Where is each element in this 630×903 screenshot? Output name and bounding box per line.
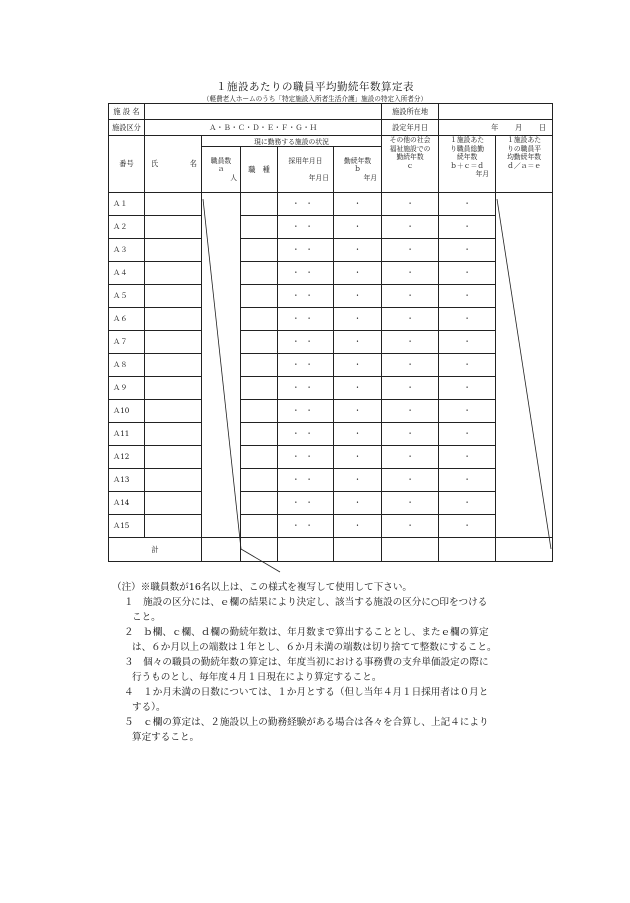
row-name-field[interactable] bbox=[145, 216, 202, 239]
note-2b: は、６か月以上の端数は１年とし、６か月未満の端数は切り捨てて整数にすること。 bbox=[132, 642, 497, 653]
row-job-type[interactable] bbox=[241, 354, 278, 377]
row-other-years[interactable]: ・ bbox=[382, 216, 439, 239]
date-field[interactable] bbox=[439, 120, 553, 136]
row-number: Ａ６ bbox=[109, 308, 145, 331]
row-other-years[interactable]: ・ bbox=[382, 377, 439, 400]
row-other-years[interactable]: ・ bbox=[382, 446, 439, 469]
row-other-years[interactable]: ・ bbox=[382, 469, 439, 492]
header-staff-count bbox=[202, 147, 241, 193]
note-1a: １ 施設の区分には、ｅ欄の結果により決定し、該当する施設の区分に○印をつける bbox=[124, 597, 488, 608]
row-hire-date[interactable]: ・・ bbox=[278, 492, 334, 515]
header-other-3: 勤続年数 bbox=[396, 153, 424, 161]
facility-name-field[interactable] bbox=[145, 104, 382, 120]
row-avg-years bbox=[496, 262, 553, 285]
row-name-field[interactable] bbox=[145, 423, 202, 446]
row-number: Ａ15 bbox=[109, 515, 145, 538]
date-label: 設定年月日 bbox=[382, 120, 439, 136]
row-avg-years bbox=[496, 239, 553, 262]
table-row bbox=[109, 193, 553, 216]
note-3b: 行うものとし、毎年度４月１日現在により算定すること。 bbox=[132, 672, 382, 683]
row-number: Ａ７ bbox=[109, 331, 145, 354]
row-number: Ａ11 bbox=[109, 423, 145, 446]
table-row bbox=[109, 239, 553, 262]
header-name-1: 氏 bbox=[151, 159, 159, 168]
row-years[interactable]: ・ bbox=[334, 515, 382, 538]
row-avg-years bbox=[496, 285, 553, 308]
row-name-field[interactable] bbox=[145, 469, 202, 492]
page-subtitle: （軽費老人ホームのうち「特定施設入所者生活介護」施設の特定入所者分） bbox=[202, 95, 428, 103]
table-row bbox=[109, 354, 553, 377]
row-staff-count bbox=[202, 446, 241, 469]
row-staff-count bbox=[202, 239, 241, 262]
location-label: 施設所在地 bbox=[382, 104, 439, 120]
header-total-years bbox=[439, 136, 496, 193]
row-name-field[interactable] bbox=[145, 285, 202, 308]
row-total-years[interactable]: ・ bbox=[439, 239, 496, 262]
row-staff-count bbox=[202, 377, 241, 400]
row-number: Ａ１ bbox=[109, 193, 145, 216]
row-number: Ａ５ bbox=[109, 285, 145, 308]
row-years[interactable]: ・ bbox=[334, 262, 382, 285]
date-day: 日 bbox=[538, 122, 547, 132]
row-years[interactable]: ・ bbox=[334, 377, 382, 400]
row-total-years[interactable]: ・ bbox=[439, 216, 496, 239]
row-job-type[interactable] bbox=[241, 377, 278, 400]
note-head: （注）※職員数が16名以上は、この様式を複写して使用して下さい。 bbox=[112, 582, 413, 593]
row-years[interactable]: ・ bbox=[334, 331, 382, 354]
note-5a: ５ ｃ欄の算定は、２施設以上の勤務経験がある場合は各々を合算し、上記４により bbox=[124, 717, 489, 728]
row-number: Ａ10 bbox=[109, 400, 145, 423]
row-job-type[interactable] bbox=[241, 446, 278, 469]
header-other-2: 福祉施設での bbox=[389, 144, 431, 153]
row-number: Ａ８ bbox=[109, 354, 145, 377]
header-avg-3: 均勤続年数 bbox=[507, 153, 542, 161]
total-job-type bbox=[241, 538, 278, 562]
row-years[interactable]: ・ bbox=[334, 423, 382, 446]
row-avg-years bbox=[496, 446, 553, 469]
date-year: 年 bbox=[491, 122, 499, 132]
row-number: Ａ13 bbox=[109, 469, 145, 492]
row-total-years[interactable]: ・ bbox=[439, 377, 496, 400]
row-name-field[interactable] bbox=[145, 446, 202, 469]
row-hire-date[interactable]: ・・ bbox=[278, 446, 334, 469]
header-staff-count-2: ａ bbox=[217, 165, 225, 174]
table-row bbox=[109, 216, 553, 239]
total-other-years[interactable] bbox=[382, 538, 439, 562]
row-job-type[interactable] bbox=[241, 285, 278, 308]
row-avg-years bbox=[496, 308, 553, 331]
row-hire-date[interactable]: ・・ bbox=[278, 285, 334, 308]
row-other-years[interactable]: ・ bbox=[382, 193, 439, 216]
header-avg-2: りの職員平 bbox=[507, 144, 542, 153]
header-total-1: １施設あた bbox=[450, 136, 485, 144]
row-avg-years bbox=[496, 354, 553, 377]
row-avg-years bbox=[496, 515, 553, 538]
row-number: Ａ９ bbox=[109, 377, 145, 400]
row-staff-count bbox=[202, 262, 241, 285]
row-total-years[interactable]: ・ bbox=[439, 492, 496, 515]
row-job-type[interactable] bbox=[241, 216, 278, 239]
row-staff-count bbox=[202, 216, 241, 239]
row-total-years[interactable]: ・ bbox=[439, 193, 496, 216]
header-years bbox=[334, 147, 382, 193]
row-avg-years bbox=[496, 193, 553, 216]
header-name bbox=[145, 136, 202, 193]
total-staff-count[interactable] bbox=[202, 538, 241, 562]
row-hire-date[interactable]: ・・ bbox=[278, 423, 334, 446]
header-hire-date-1: 採用年月日 bbox=[288, 156, 323, 165]
row-name-field[interactable] bbox=[145, 400, 202, 423]
row-hire-date[interactable]: ・・ bbox=[278, 400, 334, 423]
header-avg-years bbox=[496, 136, 553, 193]
row-avg-years bbox=[496, 423, 553, 446]
row-years[interactable]: ・ bbox=[334, 446, 382, 469]
row-staff-count bbox=[202, 193, 241, 216]
notes-section bbox=[112, 580, 572, 745]
header-hire-date-unit: 年月日 bbox=[308, 173, 329, 182]
header-years-1: 勤続年数 bbox=[343, 156, 372, 165]
total-years[interactable] bbox=[334, 538, 382, 562]
table-row bbox=[109, 377, 553, 400]
row-avg-years bbox=[496, 492, 553, 515]
row-years[interactable]: ・ bbox=[334, 400, 382, 423]
row-name-field[interactable] bbox=[145, 308, 202, 331]
row-staff-count bbox=[202, 469, 241, 492]
table-row bbox=[109, 285, 553, 308]
row-total-years[interactable]: ・ bbox=[439, 285, 496, 308]
row-years[interactable]: ・ bbox=[334, 354, 382, 377]
row-years[interactable]: ・ bbox=[334, 216, 382, 239]
row-total-years[interactable]: ・ bbox=[439, 331, 496, 354]
row-other-years[interactable]: ・ bbox=[382, 515, 439, 538]
row-total-years[interactable]: ・ bbox=[439, 400, 496, 423]
row-other-years[interactable]: ・ bbox=[382, 262, 439, 285]
row-job-type[interactable] bbox=[241, 331, 278, 354]
category-options[interactable]: Ａ・Ｂ・Ｃ・Ｄ・Ｅ・Ｆ・Ｇ・Ｈ bbox=[145, 120, 382, 136]
row-total-years[interactable]: ・ bbox=[439, 515, 496, 538]
table-row bbox=[109, 308, 553, 331]
header-job-type: 職 種 bbox=[241, 147, 278, 193]
total-total-years[interactable] bbox=[439, 538, 496, 562]
row-hire-date[interactable]: ・・ bbox=[278, 377, 334, 400]
header-other-1: その他の社会 bbox=[389, 136, 431, 144]
note-4b: する）。 bbox=[132, 702, 166, 713]
row-staff-count bbox=[202, 515, 241, 538]
table-row bbox=[109, 423, 553, 446]
row-years[interactable]: ・ bbox=[334, 239, 382, 262]
row-other-years[interactable]: ・ bbox=[382, 331, 439, 354]
row-years[interactable]: ・ bbox=[334, 469, 382, 492]
note-4a: ４ １か月未満の日数については、１か月とする（但し当年４月１日採用者は０月と bbox=[124, 687, 489, 698]
note-2a: ２ ｂ欄、ｃ欄、ｄ欄の勤続年数は、年月数まで算出することとし、またｅ欄の算定 bbox=[124, 627, 489, 638]
row-total-years[interactable]: ・ bbox=[439, 262, 496, 285]
row-total-years[interactable]: ・ bbox=[439, 308, 496, 331]
total-label: 計 bbox=[109, 538, 202, 562]
category-label: 施設区分 bbox=[109, 120, 145, 136]
table-row bbox=[109, 515, 553, 538]
header-other-4: ｃ bbox=[406, 161, 414, 170]
row-hire-date[interactable]: ・・ bbox=[278, 216, 334, 239]
row-hire-date[interactable]: ・・ bbox=[278, 193, 334, 216]
row-other-years[interactable]: ・ bbox=[382, 492, 439, 515]
table-row bbox=[109, 492, 553, 515]
location-field[interactable] bbox=[439, 104, 553, 120]
row-job-type[interactable] bbox=[241, 515, 278, 538]
row-job-type[interactable] bbox=[241, 193, 278, 216]
row-job-type[interactable] bbox=[241, 239, 278, 262]
row-job-type[interactable] bbox=[241, 469, 278, 492]
header-years-3: 年月 bbox=[363, 173, 378, 182]
row-hire-date[interactable]: ・・ bbox=[278, 308, 334, 331]
header-staff-count-1: 職員数 bbox=[210, 156, 232, 165]
table-row bbox=[109, 331, 553, 354]
header-staff-count-3: 人 bbox=[230, 173, 237, 182]
row-other-years[interactable]: ・ bbox=[382, 239, 439, 262]
row-name-field[interactable] bbox=[145, 492, 202, 515]
row-years[interactable]: ・ bbox=[334, 308, 382, 331]
row-other-years[interactable]: ・ bbox=[382, 423, 439, 446]
row-staff-count bbox=[202, 423, 241, 446]
row-job-type[interactable] bbox=[241, 308, 278, 331]
header-current-facility: 現に勤務する施設の状況 bbox=[202, 136, 382, 147]
row-staff-count bbox=[202, 354, 241, 377]
facility-name-label: 施 設 名 bbox=[109, 104, 145, 120]
row-hire-date[interactable]: ・・ bbox=[278, 262, 334, 285]
row-hire-date[interactable]: ・・ bbox=[278, 515, 334, 538]
note-3a: ３ 個々の職員の勤続年数の算定は、年度当初における事務費の支弁単価設定の際に bbox=[124, 657, 489, 668]
row-years[interactable]: ・ bbox=[334, 285, 382, 308]
row-name-field[interactable] bbox=[145, 262, 202, 285]
calculation-table bbox=[108, 103, 553, 562]
row-years[interactable]: ・ bbox=[334, 492, 382, 515]
note-5b: 算定すること。 bbox=[132, 732, 200, 743]
row-name-field[interactable] bbox=[145, 515, 202, 538]
row-job-type[interactable] bbox=[241, 262, 278, 285]
row-job-type[interactable] bbox=[241, 423, 278, 446]
header-total-4: ｂ＋ｃ＝ｄ bbox=[450, 161, 485, 170]
row-avg-years bbox=[496, 331, 553, 354]
row-job-type[interactable] bbox=[241, 492, 278, 515]
row-name-field[interactable] bbox=[145, 354, 202, 377]
header-total-3: 続年数 bbox=[456, 153, 478, 161]
row-other-years[interactable]: ・ bbox=[382, 308, 439, 331]
row-name-field[interactable] bbox=[145, 239, 202, 262]
row-avg-years bbox=[496, 377, 553, 400]
header-avg-1: １施設あた bbox=[507, 136, 542, 144]
row-total-years[interactable]: ・ bbox=[439, 423, 496, 446]
row-years[interactable]: ・ bbox=[334, 193, 382, 216]
row-name-field[interactable] bbox=[145, 193, 202, 216]
table-row bbox=[109, 400, 553, 423]
row-total-years[interactable]: ・ bbox=[439, 354, 496, 377]
row-other-years[interactable]: ・ bbox=[382, 400, 439, 423]
header-years-2: ｂ bbox=[354, 165, 361, 174]
row-staff-count bbox=[202, 400, 241, 423]
header-hire-date bbox=[278, 147, 334, 193]
row-name-field[interactable] bbox=[145, 377, 202, 400]
header-avg-4: ｄ／ａ＝ｅ bbox=[507, 161, 542, 170]
table-row bbox=[109, 446, 553, 469]
total-hire-date bbox=[278, 538, 334, 562]
table-row bbox=[109, 469, 553, 492]
row-number: Ａ４ bbox=[109, 262, 145, 285]
row-avg-years bbox=[496, 216, 553, 239]
row-staff-count bbox=[202, 285, 241, 308]
row-total-years[interactable]: ・ bbox=[439, 469, 496, 492]
row-job-type[interactable] bbox=[241, 400, 278, 423]
header-total-5: 年月 bbox=[475, 170, 490, 178]
note-1b: こと。 bbox=[132, 612, 161, 623]
row-avg-years bbox=[496, 469, 553, 492]
header-total-2: り職員総勤 bbox=[450, 144, 485, 153]
row-total-years[interactable]: ・ bbox=[439, 446, 496, 469]
row-other-years[interactable]: ・ bbox=[382, 354, 439, 377]
row-avg-years bbox=[496, 400, 553, 423]
row-number: Ａ14 bbox=[109, 492, 145, 515]
row-number: Ａ12 bbox=[109, 446, 145, 469]
row-staff-count bbox=[202, 308, 241, 331]
row-number: Ａ２ bbox=[109, 216, 145, 239]
row-other-years[interactable]: ・ bbox=[382, 285, 439, 308]
total-avg-years[interactable] bbox=[496, 538, 553, 562]
row-hire-date[interactable]: ・・ bbox=[278, 354, 334, 377]
header-name-2: 名 bbox=[189, 159, 197, 168]
table-row bbox=[109, 262, 553, 285]
row-hire-date[interactable]: ・・ bbox=[278, 469, 334, 492]
page-title: １施設あたりの職員平均勤続年数算定表 bbox=[216, 81, 414, 93]
row-number: Ａ３ bbox=[109, 239, 145, 262]
row-hire-date[interactable]: ・・ bbox=[278, 239, 334, 262]
date-month: 月 bbox=[514, 122, 523, 132]
row-staff-count bbox=[202, 331, 241, 354]
header-number: 番号 bbox=[109, 136, 145, 193]
row-staff-count bbox=[202, 492, 241, 515]
row-name-field[interactable] bbox=[145, 331, 202, 354]
header-other-years bbox=[382, 136, 439, 193]
row-hire-date[interactable]: ・・ bbox=[278, 331, 334, 354]
